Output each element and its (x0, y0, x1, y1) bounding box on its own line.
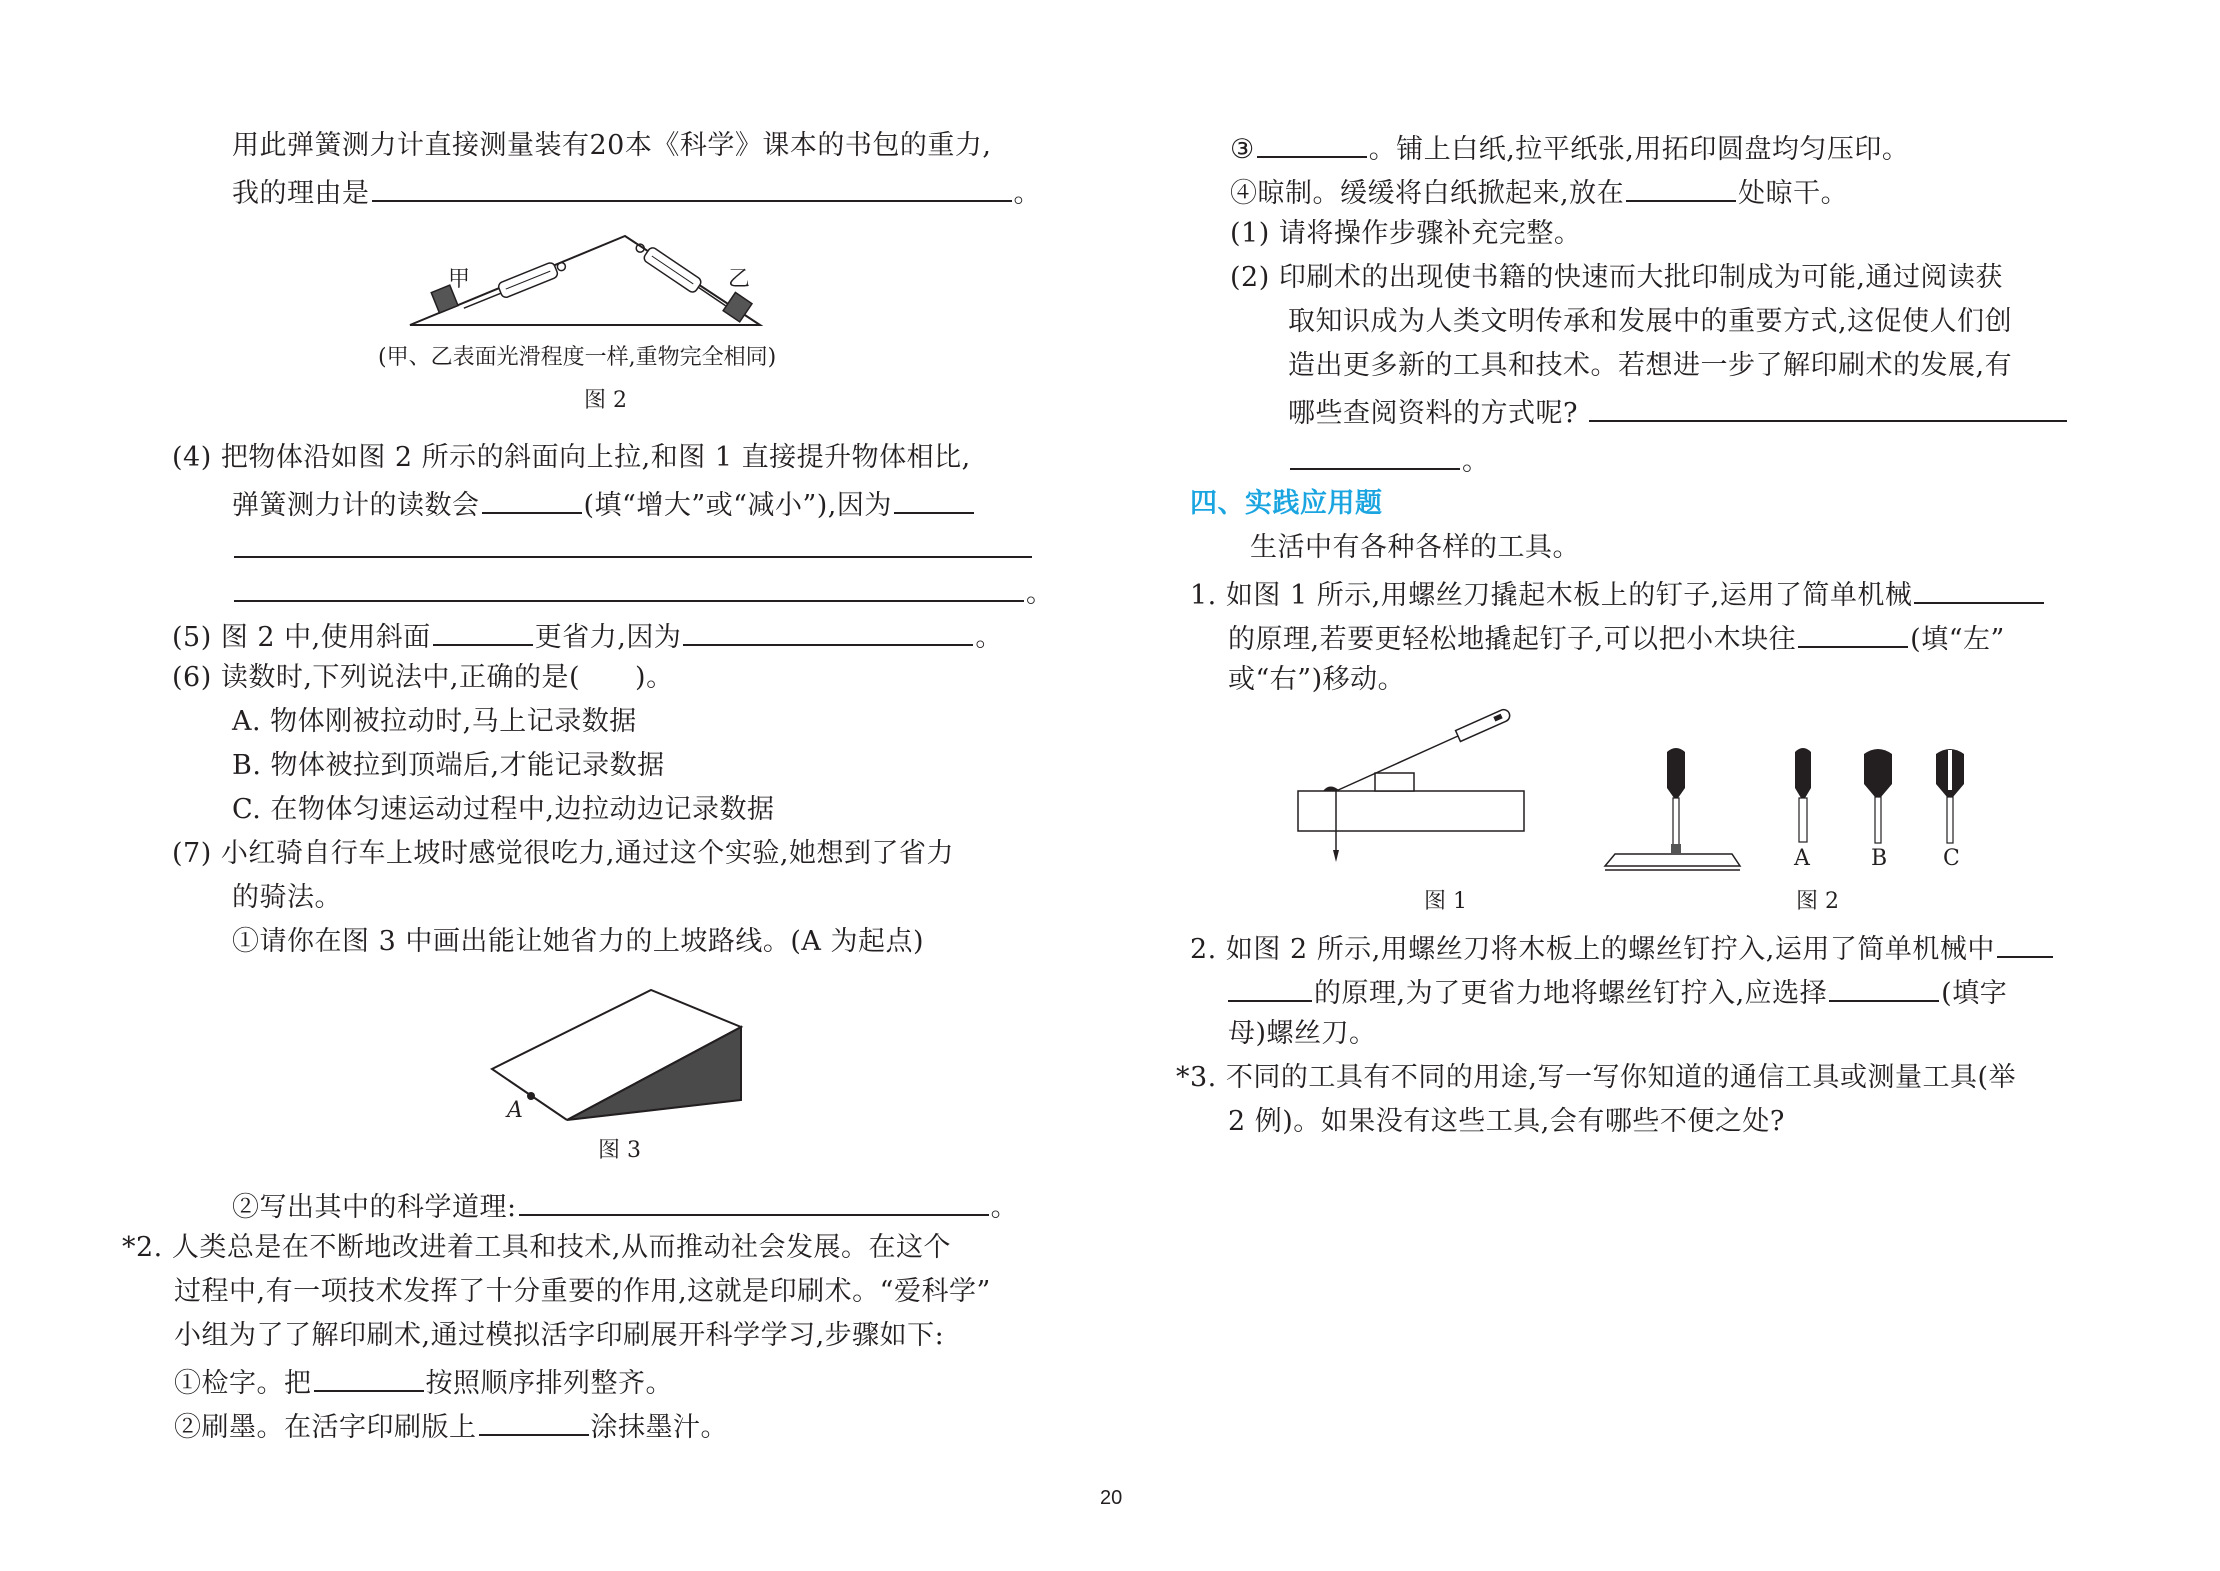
wood-board (1298, 791, 1524, 831)
answer-blank-step1[interactable] (314, 1362, 424, 1392)
period: 。 (1013, 178, 1041, 209)
q4-text-b: (填“增大”或“减小”),因为 (583, 490, 892, 521)
answer-blank-sub2-a[interactable] (1589, 392, 2067, 422)
p1-text-1: 如图 1 所示,用螺丝刀撬起木板上的钉子,运用了简单机械 (1225, 580, 1913, 611)
q7-text: 小红骑自行车上坡时感觉很吃力,通过这个实验,她想到了省力 (220, 838, 955, 869)
q6-line (172, 660, 674, 696)
answer-blank-q7[interactable] (519, 1186, 989, 1216)
q5-text-b: 更省力,因为 (534, 622, 682, 653)
sub-2-line-1 (1230, 260, 2003, 296)
q2-line-3: 小组为了了解印刷术,通过模拟活字印刷展开科学学习,步骤如下: (174, 1320, 945, 1351)
step1-text-b: 按照顺序排列整齐。 (425, 1368, 673, 1399)
p1-line-2 (1228, 618, 2005, 658)
intro-line-1: 用此弹簧测力计直接测量装有20本《科学》课本的书包的重力, (232, 130, 992, 161)
answer-blank-q4-a[interactable] (482, 484, 582, 514)
p1-text-2b: (填“左” (1910, 624, 2005, 655)
screwdriver-b-handle (1864, 749, 1892, 797)
answer-blank-p1-b[interactable] (1798, 618, 1908, 648)
answer-blank-sub2-b[interactable] (1290, 440, 1460, 470)
q4-line-4 (232, 572, 1054, 612)
screwdriver-a-handle (1795, 748, 1811, 798)
intro-line-2 (232, 172, 1041, 212)
p1-line-1 (1190, 574, 2046, 614)
section-title: 四、实践应用题 (1190, 488, 1383, 519)
q4-line-2 (232, 484, 976, 524)
q6-text: 读数时,下列说法中,正确的是( )。 (220, 662, 674, 693)
p1-text-2a: 的原理,若要更轻松地撬起钉子,可以把小木块往 (1228, 624, 1797, 655)
screwdriver-handle-main (1667, 748, 1685, 798)
section-intro: 生活中有各种各样的工具。 (1250, 532, 1580, 563)
p1-line-3: 或“右”)移动。 (1228, 664, 1406, 695)
step3-marker: ③ (1230, 134, 1255, 165)
sub2-number: (2) (1230, 262, 1270, 293)
q6-number: (6) (172, 662, 212, 693)
label-a: A (1794, 846, 1810, 871)
q6-option-c[interactable]: C. 在物体匀速运动过程中,边拉动边记录数据 (232, 794, 775, 825)
p3-line-1 (1176, 1060, 2016, 1096)
screwdriver-handle (1456, 708, 1512, 742)
period: 。 (1026, 578, 1054, 609)
q7-line-1 (172, 836, 954, 872)
p2-text-1: 如图 2 所示,用螺丝刀将木板上的螺丝钉拧入,运用了简单机械中 (1225, 934, 1995, 965)
sub-2-line-5 (1288, 440, 1490, 480)
q4-text: 把物体沿如图 2 所示的斜面向上拉,和图 1 直接提升物体相比, (220, 442, 971, 473)
step4-text-a: ④晾制。缓缓将白纸掀起来,放在 (1230, 178, 1625, 209)
figure-2-note: (甲、乙表面光滑程度一样,重物完全相同) (378, 345, 777, 370)
figure-2-caption: 图 2 (584, 388, 627, 413)
answer-blank-q4-c[interactable] (234, 528, 1032, 558)
answer-blank-reason[interactable] (372, 172, 1012, 202)
sub-2-line-3: 造出更多新的工具和技术。若想进一步了解印刷术的发展,有 (1288, 350, 2013, 381)
figure-1-lever (1290, 700, 1550, 870)
screw (1671, 844, 1681, 854)
answer-blank-p2-b[interactable] (1829, 972, 1939, 1002)
step3-text: 。铺上白纸,拉平纸张,用拓印圆盘均匀压印。 (1368, 134, 1910, 165)
q2-number: *2. (122, 1232, 163, 1263)
p2-line-3: 母)螺丝刀。 (1228, 1018, 1377, 1049)
label-b: B (1871, 846, 1888, 871)
answer-blank-step3[interactable] (1257, 128, 1367, 158)
answer-blank-q4-b[interactable] (894, 484, 974, 514)
sub-1 (1230, 216, 1581, 252)
step2-text-a: ②刷墨。在活字印刷版上 (174, 1412, 477, 1443)
sub1-number: (1) (1230, 218, 1270, 249)
q2-line-1 (122, 1230, 951, 1266)
q5-text-a: 图 2 中,使用斜面 (220, 622, 431, 653)
p3-text-1: 不同的工具有不同的用途,写一写你知道的通信工具或测量工具(举 (1225, 1062, 2016, 1093)
q5-line (172, 616, 1003, 656)
screwdriver-c-slot (1948, 750, 1952, 790)
step4-text-b: 处晾干。 (1738, 178, 1849, 209)
q6-option-a[interactable]: A. 物体刚被拉动时,马上记录数据 (232, 706, 637, 737)
screwdriver-c-shaft (1947, 797, 1953, 843)
q4-text-a: 弹簧测力计的读数会 (232, 490, 480, 521)
p2-text-2b: (填字 (1941, 978, 2008, 1009)
step-4 (1230, 172, 1848, 212)
intro-prefix: 我的理由是 (232, 178, 370, 209)
answer-blank-step4[interactable] (1626, 172, 1736, 202)
q7-sub2-text: ②写出其中的科学道理: (232, 1192, 517, 1223)
answer-blank-q4-d[interactable] (234, 572, 1024, 602)
period: 。 (1462, 446, 1490, 477)
answer-blank-p2-a[interactable] (1997, 928, 2053, 958)
q4-line-1 (172, 440, 971, 476)
force-arrow-head (1333, 850, 1339, 862)
screwdriver-a-shaft (1799, 798, 1807, 842)
step2-text-b: 涂抹墨汁。 (590, 1412, 728, 1443)
q2-step-2 (174, 1406, 728, 1446)
figure-2-screwdrivers (1600, 744, 1980, 874)
label-yi: 乙 (728, 267, 751, 292)
screwdriver-shaft-main (1673, 798, 1679, 846)
sub1-text: 请将操作步骤补充完整。 (1278, 218, 1582, 249)
q2-text-1: 人类总是在不断地改进着工具和技术,从而推动社会发展。在这个 (171, 1232, 951, 1263)
q7-number: (7) (172, 838, 212, 869)
figure-1-caption: 图 1 (1424, 889, 1467, 914)
screwdriver-b-shaft (1875, 797, 1881, 843)
p2-line-2 (1228, 972, 2007, 1012)
step-3 (1230, 128, 1909, 168)
q2-step-1 (174, 1362, 673, 1402)
answer-blank-q5-b[interactable] (683, 616, 973, 646)
board-plate (1605, 854, 1740, 866)
figure-3-caption: 图 3 (598, 1138, 641, 1163)
figure-2-right-caption: 图 2 (1796, 889, 1839, 914)
answer-blank-p2-a-cont[interactable] (1228, 972, 1312, 1002)
label-jia: 甲 (448, 267, 471, 292)
q6-option-b[interactable]: B. 物体被拉到顶端后,才能记录数据 (232, 750, 665, 781)
p3-number: *3. (1176, 1062, 1217, 1093)
q5-number: (5) (172, 622, 212, 653)
q7-sub-1: ①请你在图 3 中画出能让她省力的上坡路线。(A 为起点) (232, 926, 924, 957)
p3-line-2: 2 例)。如果没有这些工具,会有哪些不便之处? (1228, 1106, 1785, 1137)
answer-blank-p1-a[interactable] (1914, 574, 2044, 604)
point-a-label: A (507, 1098, 523, 1123)
q4-number: (4) (172, 442, 212, 473)
p1-number: 1. (1190, 580, 1217, 611)
q2-line-2: 过程中,有一项技术发挥了十分重要的作用,这就是印刷术。“爱科学” (174, 1276, 991, 1307)
small-wood-block (1375, 773, 1414, 791)
period: 。 (975, 622, 1003, 653)
sub2-text-1: 印刷术的出现使书籍的快速而大批印制成为可能,通过阅读获 (1278, 262, 2003, 293)
p2-line-1 (1190, 928, 2055, 968)
page-number: 20 (1100, 1487, 1123, 1509)
period: 。 (990, 1192, 1019, 1223)
label-c: C (1943, 846, 1960, 871)
q4-line-3 (232, 528, 1034, 568)
sub2-text-4: 哪些查阅资料的方式呢? (1288, 398, 1578, 429)
answer-blank-q5-a[interactable] (433, 616, 533, 646)
answer-blank-step2[interactable] (479, 1406, 589, 1436)
q7-line-2: 的骑法。 (232, 882, 342, 913)
sub-2-line-4 (1288, 392, 2069, 432)
p2-text-2a: 的原理,为了更省力地将螺丝钉拧入,应选择 (1314, 978, 1828, 1009)
p2-number: 2. (1190, 934, 1217, 965)
q7-sub-2 (232, 1186, 1018, 1226)
sub-2-line-2: 取知识成为人类文明传承和发展中的重要方式,这促使人们创 (1288, 306, 2013, 337)
step1-text-a: ①检字。把 (174, 1368, 312, 1399)
point-a-dot (527, 1092, 535, 1100)
